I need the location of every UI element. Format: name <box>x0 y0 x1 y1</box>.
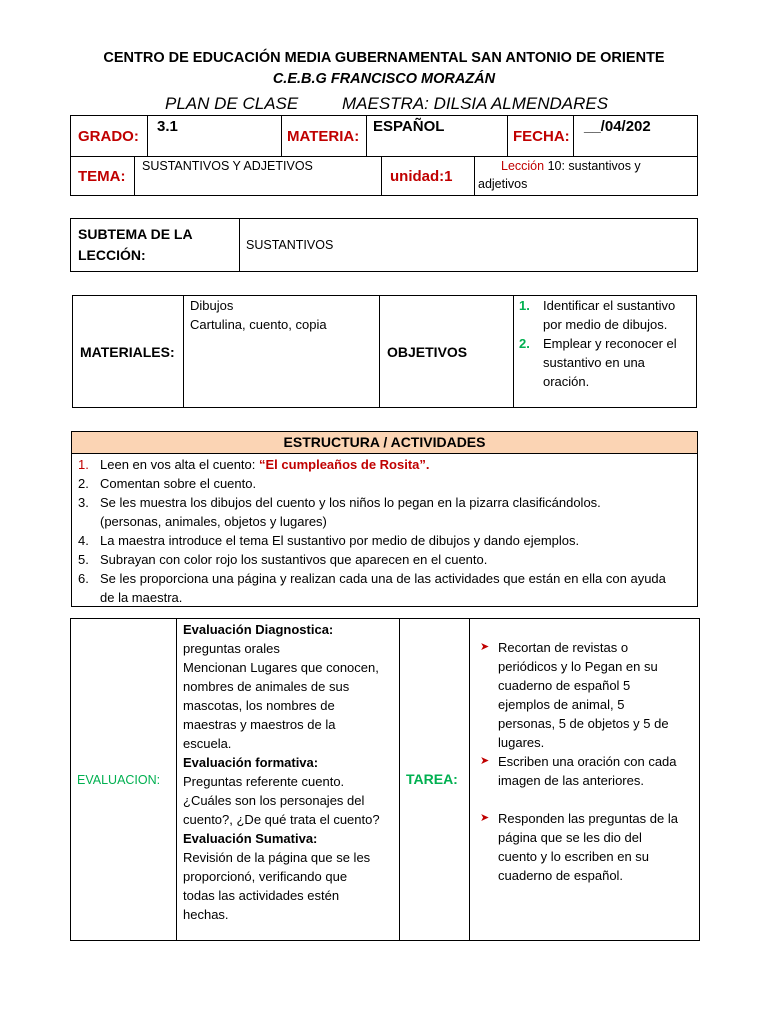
grado-label: GRADO: <box>78 128 139 145</box>
form-line: ¿Cuáles son los personajes del <box>183 793 365 808</box>
objetivos-label: OBJETIVOS <box>387 344 468 360</box>
materiales-label: MATERIALES: <box>80 344 175 360</box>
unidad-label: unidad:1 <box>390 168 453 185</box>
form-line: Preguntas referente cuento. <box>183 774 345 789</box>
objective-2-num: 2. <box>519 336 530 351</box>
activity-2 <box>78 474 694 493</box>
plan-title: PLAN DE CLASE <box>165 94 299 113</box>
tarea-line: personas, 5 de objetos y 5 de <box>498 716 669 731</box>
activity-6 <box>78 569 694 588</box>
teacher-name: DILSIA ALMENDARES <box>428 94 609 113</box>
diag-title: Evaluación Diagnostica: <box>183 622 334 637</box>
activities-list <box>78 455 694 607</box>
activity-1-story: “El cumpleaños de Rosita”. <box>259 457 430 472</box>
materia-label: MATERIA: <box>287 128 360 145</box>
activity-3-text-2: (personas, animales, objetos y lugares) <box>100 514 327 529</box>
tarea-item-2 <box>480 752 695 790</box>
tarea-line: ejemplos de animal, 5 <box>498 697 625 712</box>
diag-line: nombres de animales de sus <box>183 679 350 694</box>
materiales-line-2: Cartulina, cuento, copia <box>190 317 327 332</box>
evaluacion-label: EVALUACION: <box>77 773 161 787</box>
tarea-line: Responden las preguntas de la <box>498 811 678 826</box>
grado-value: 3.1 <box>157 118 178 135</box>
activity-1 <box>78 455 694 474</box>
tarea-line: cuento y lo escriben en su <box>498 849 650 864</box>
arrow-right-icon: ➤ <box>480 641 490 653</box>
sum-line: todas las actividades estén <box>183 888 340 903</box>
sum-title: Evaluación Sumativa: <box>183 831 318 846</box>
tarea-line: lugares. <box>498 735 545 750</box>
tarea-label: TAREA: <box>406 771 458 787</box>
tarea-item-1 <box>480 638 695 752</box>
tarea-line: página que se les dio del <box>498 830 642 845</box>
objective-2-text-c: oración. <box>543 374 590 389</box>
objective-1-text-b: por medio de dibujos. <box>543 317 668 332</box>
tarea-line: cuaderno de español. <box>498 868 624 883</box>
activity-5-text: Subrayan con color rojo los sustantivos que aparecen en el cuento. <box>100 552 488 567</box>
tarea-line: periódicos y lo Pegan en su <box>498 659 658 674</box>
cebg-name: C.E.B.G FRANCISCO MORAZÁN <box>272 71 496 87</box>
objective-1-text-a: Identificar el sustantivo <box>543 298 676 313</box>
form-title: Evaluación formativa: <box>183 755 319 770</box>
objective-2 <box>519 334 694 353</box>
school-name: CENTRO DE EDUCACIÓN MEDIA GUBERNAMENTAL SAN ANTONIO DE ORIENTE <box>103 50 665 66</box>
objetivos-list <box>519 296 694 391</box>
diag-line: preguntas orales <box>183 641 280 656</box>
leccion-value: 10: sustantivos y <box>544 159 641 173</box>
activity-1-num: 1. <box>78 457 89 472</box>
teacher-line <box>342 94 608 114</box>
activity-2-num: 2. <box>78 476 89 491</box>
arrow-right-icon: ➤ <box>480 812 490 824</box>
objective-2-text-b: sustantivo en una <box>543 355 645 370</box>
teacher-label: MAESTRA: <box>342 94 429 113</box>
objective-1 <box>519 296 694 315</box>
tarea-line: Escriben una oración con cada <box>498 754 677 769</box>
form-lines <box>183 772 398 829</box>
leccion-line2: adjetivos <box>478 177 528 191</box>
objective-1-num: 1. <box>519 298 530 313</box>
activity-5-num: 5. <box>78 552 89 567</box>
materia-value: ESPAÑOL <box>373 118 445 135</box>
fecha-value: __/04/202 <box>584 118 651 135</box>
activity-5 <box>78 550 694 569</box>
subtema-value: SUSTANTIVOS <box>246 238 334 252</box>
form-line: cuento?, ¿De qué trata el cuento? <box>183 812 380 827</box>
diag-line: maestras y maestros de la <box>183 717 336 732</box>
activity-6-text-2: de la maestra. <box>100 590 183 605</box>
tarea-content <box>480 638 695 885</box>
arrow-right-icon: ➤ <box>480 755 490 767</box>
activity-4-text: La maestra introduce el tema El sustantivo por medio de dibujos y dando ejemplos. <box>100 533 580 548</box>
leccion-line1 <box>501 159 641 173</box>
diag-line: Mencionan Lugares que conocen, <box>183 660 379 675</box>
estructura-title: ESTRUCTURA / ACTIVIDADES <box>72 432 697 454</box>
activity-3 <box>78 493 694 512</box>
diag-lines <box>183 639 398 753</box>
activity-4 <box>78 531 694 550</box>
activity-3-text: Se les muestra los dibujos del cuento y los niños lo pegan en la pizarra clasificándolos. <box>100 495 601 510</box>
sum-lines <box>183 848 398 924</box>
sum-line: hechas. <box>183 907 229 922</box>
activity-6-text: Se les proporciona una página y realizan cada una de las actividades que están en ella con ayuda <box>100 571 666 586</box>
diag-line: mascotas, los nombres de <box>183 698 335 713</box>
tarea-line: Recortan de revistas o <box>498 640 629 655</box>
activity-2-text: Comentan sobre el cuento. <box>100 476 257 491</box>
tarea-line: cuaderno de español 5 <box>498 678 631 693</box>
evaluacion-content <box>183 620 398 924</box>
sum-line: Revisión de la página que se les <box>183 850 371 865</box>
activity-3-num: 3. <box>78 495 89 510</box>
activity-4-num: 4. <box>78 533 89 548</box>
diag-line: escuela. <box>183 736 232 751</box>
subtema-label-2: LECCIÓN: <box>78 247 146 263</box>
fecha-label: FECHA: <box>513 128 570 145</box>
activity-1-text: Leen en vos alta el cuento: <box>100 457 260 472</box>
subtema-label-1: SUBTEMA DE LA <box>78 226 193 242</box>
tema-value: SUSTANTIVOS Y ADJETIVOS <box>142 159 313 173</box>
tarea-item-3 <box>480 809 695 885</box>
tarea-line: imagen de las anteriores. <box>498 773 644 788</box>
sum-line: proporcionó, verificando que <box>183 869 348 884</box>
leccion-label: Lección <box>501 159 545 173</box>
tema-label: TEMA: <box>78 168 126 185</box>
activity-6-num: 6. <box>78 571 89 586</box>
objective-2-text-a: Emplear y reconocer el <box>543 336 677 351</box>
materiales-line-1: Dibujos <box>190 298 234 313</box>
